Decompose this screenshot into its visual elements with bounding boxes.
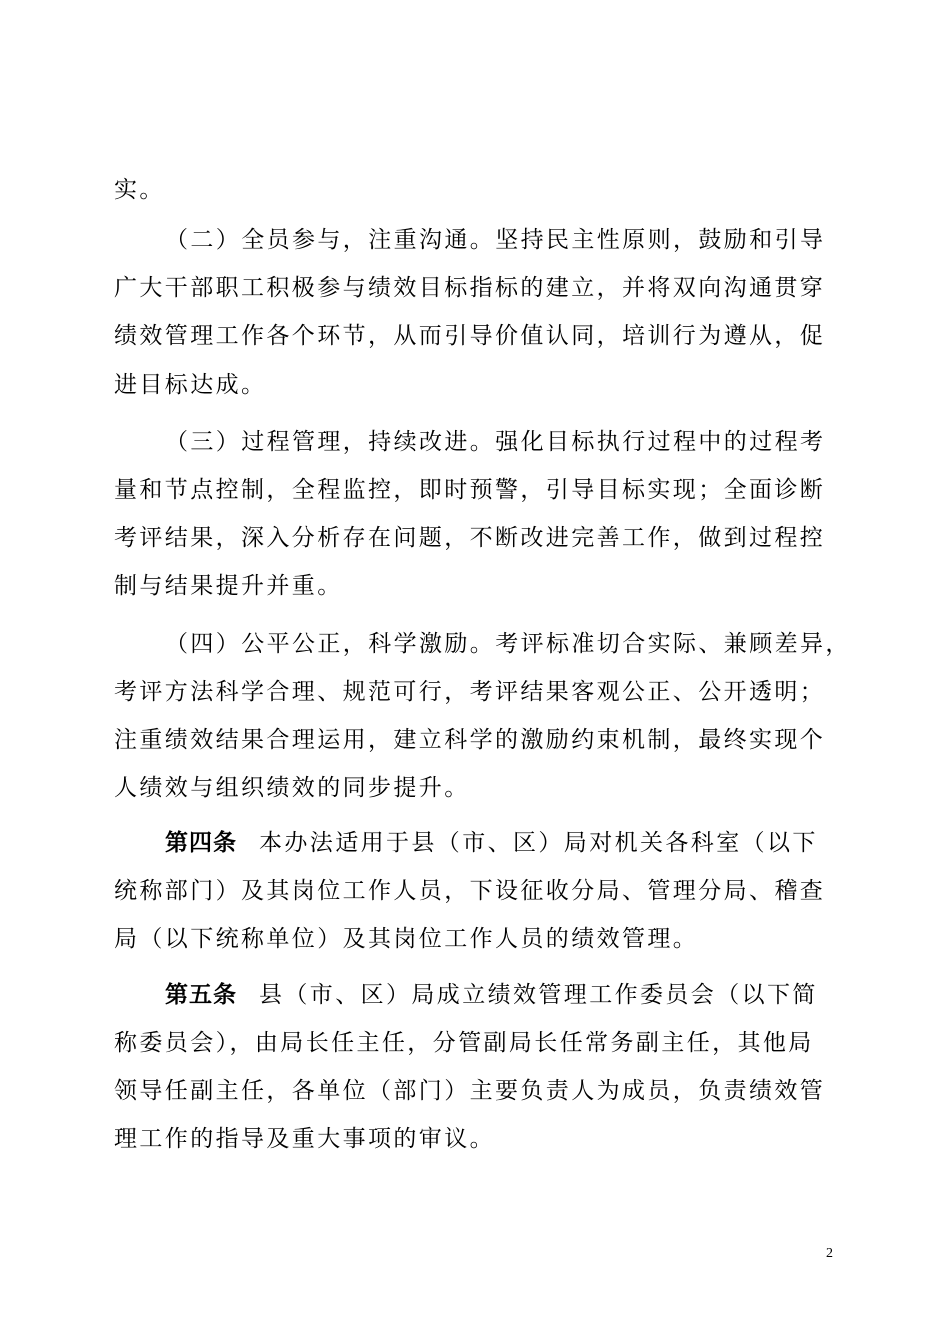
- article-four-label: 第四条: [165, 830, 237, 856]
- text-line: 人绩效与组织绩效的同步提升。: [114, 775, 470, 801]
- text-line: 统称部门）及其岗位工作人员，下设征收分局、管理分局、稽查: [114, 878, 826, 904]
- text-line: 称委员会），由局长任主任，分管副局长任常务副主任，其他局: [114, 1030, 814, 1056]
- article-five-label: 第五条: [165, 982, 237, 1008]
- text-line: 局（以下统称单位）及其岗位工作人员的绩效管理。: [114, 926, 699, 952]
- text-line: 考评结果，深入分析存在问题，不断改进完善工作，做到过程控: [114, 525, 826, 551]
- text-line: 广大干部职工积极参与绩效目标指标的建立，并将双向沟通贯穿: [114, 275, 826, 301]
- text-line: 制与结果提升并重。: [114, 573, 343, 599]
- text-line: （三）过程管理，持续改进。强化目标执行过程中的过程考: [165, 429, 826, 455]
- article-five-text: 县（市、区）局成立绩效管理工作委员会（以下简: [259, 982, 818, 1008]
- page-number: 2: [826, 1246, 833, 1261]
- text-line: 实。: [114, 177, 165, 203]
- text-line: 注重绩效结果合理运用，建立科学的激励约束机制，最终实现个: [114, 727, 826, 753]
- text-line: （四）公平公正，科学激励。考评标准切合实际、兼顾差异，: [165, 631, 851, 657]
- text-line: 进目标达成。: [114, 372, 267, 398]
- text-line: 理工作的指导及重大事项的审议。: [114, 1126, 495, 1152]
- article-five-first-line: [165, 980, 905, 1010]
- text-line: 考评方法科学合理、规范可行，考评结果客观公正、公开透明；: [114, 679, 826, 705]
- text-line: 领导任副主任，各单位（部门）主要负责人为成员，负责绩效管: [114, 1078, 826, 1104]
- article-four-first-line: [165, 828, 905, 858]
- text-line: （二）全员参与，注重沟通。坚持民主性原则，鼓励和引导: [165, 227, 826, 253]
- article-four-text: 本办法适用于县（市、区）局对机关各科室（以下: [259, 830, 818, 856]
- text-line: 绩效管理工作各个环节，从而引导价值认同，培训行为遵从，促: [114, 323, 826, 349]
- text-line: 量和节点控制，全程监控，即时预警，引导目标实现；全面诊断: [114, 477, 826, 503]
